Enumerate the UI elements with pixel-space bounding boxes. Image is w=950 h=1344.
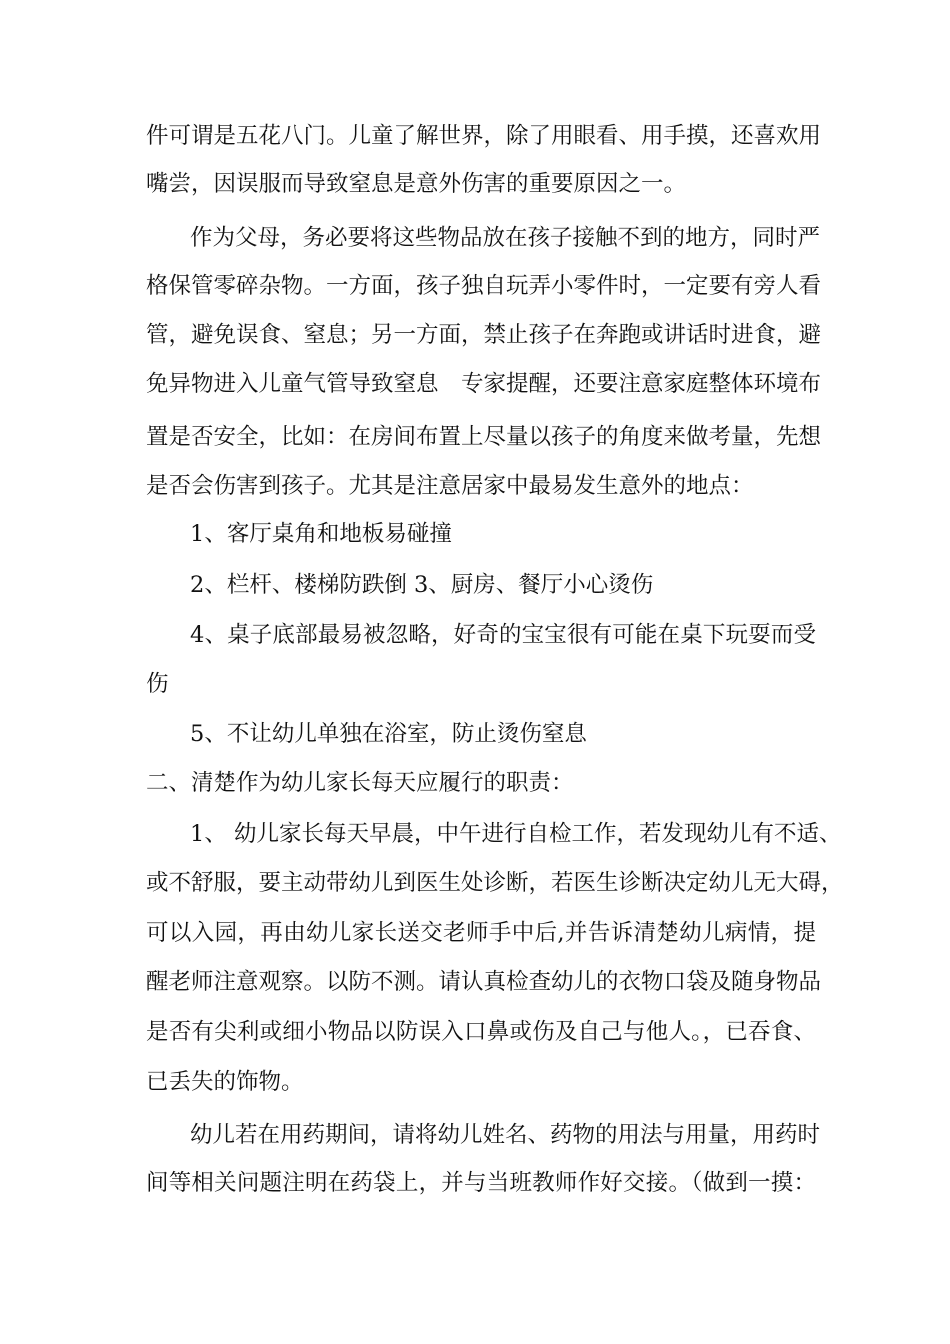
paragraph-line: 1、 幼儿家长每天早晨，中午进行自检工作，若发现幼儿有不适、 [190, 821, 842, 847]
text-line: 格保管零碎杂物。一方面，孩子独自玩弄小零件时，一定要有旁人看 [146, 273, 822, 299]
text-line: 嘴尝，因误服而导致窒息是意外伤害的重要原因之一。 [146, 171, 687, 197]
text-line: 伤 [146, 671, 169, 697]
list-item: 1、客厅桌角和地板易碰撞 [190, 521, 452, 547]
text-line: 间等相关问题注明在药袋上，并与当班教师作好交接。（做到一摸： [146, 1170, 816, 1196]
paragraph-line: 作为父母，务必要将这些物品放在孩子接触不到的地方，同时严 [190, 225, 821, 251]
text-line: 可以入园，再由幼儿家长送交老师手中后,并告诉清楚幼儿病情，提 [146, 920, 816, 946]
text-line: 已丢失的饰物。 [146, 1069, 304, 1095]
text-line: 醒老师注意观察。以防不测。请认真检查幼儿的衣物口袋及随身物品 [146, 969, 822, 995]
text-line: 是否有尖利或细小物品以防误入口鼻或伤及自己与他人。，已吞食、 [146, 1019, 816, 1045]
text-line: 是否会伤害到孩子。尤其是注意居家中最易发生意外的地点： [146, 473, 754, 499]
text-line: 件可谓是五花八门。儿童了解世界，除了用眼看、用手摸，还喜欢用 [146, 123, 822, 149]
list-item: 5、不让幼儿单独在浴室，防止烫伤窒息 [190, 721, 587, 747]
text-line: 免异物进入儿童气管导致窒息 专家提醒，还要注意家庭整体环境布 [146, 371, 822, 397]
list-item: 2、栏杆、楼梯防跌倒 3、厨房、餐厅小心烫伤 [190, 572, 654, 598]
paragraph-line: 幼儿若在用药期间，请将幼儿姓名、药物的用法与用量，用药时 [190, 1122, 821, 1148]
text-line: 置是否安全，比如：在房间布置上尽量以孩子的角度来做考量，先想 [146, 424, 822, 450]
section-heading: 二、清楚作为幼儿家长每天应履行的职责： [146, 770, 574, 796]
list-item: 4、桌子底部最易被忽略，好奇的宝宝很有可能在桌下玩耍而受 [190, 622, 816, 648]
text-line: 或不舒服，要主动带幼儿到医生处诊断，若医生诊断决定幼儿无大碍， [146, 870, 844, 896]
text-line: 管，避免误食、窒息；另一方面，禁止孩子在奔跑或讲话时进食，避 [146, 322, 822, 348]
